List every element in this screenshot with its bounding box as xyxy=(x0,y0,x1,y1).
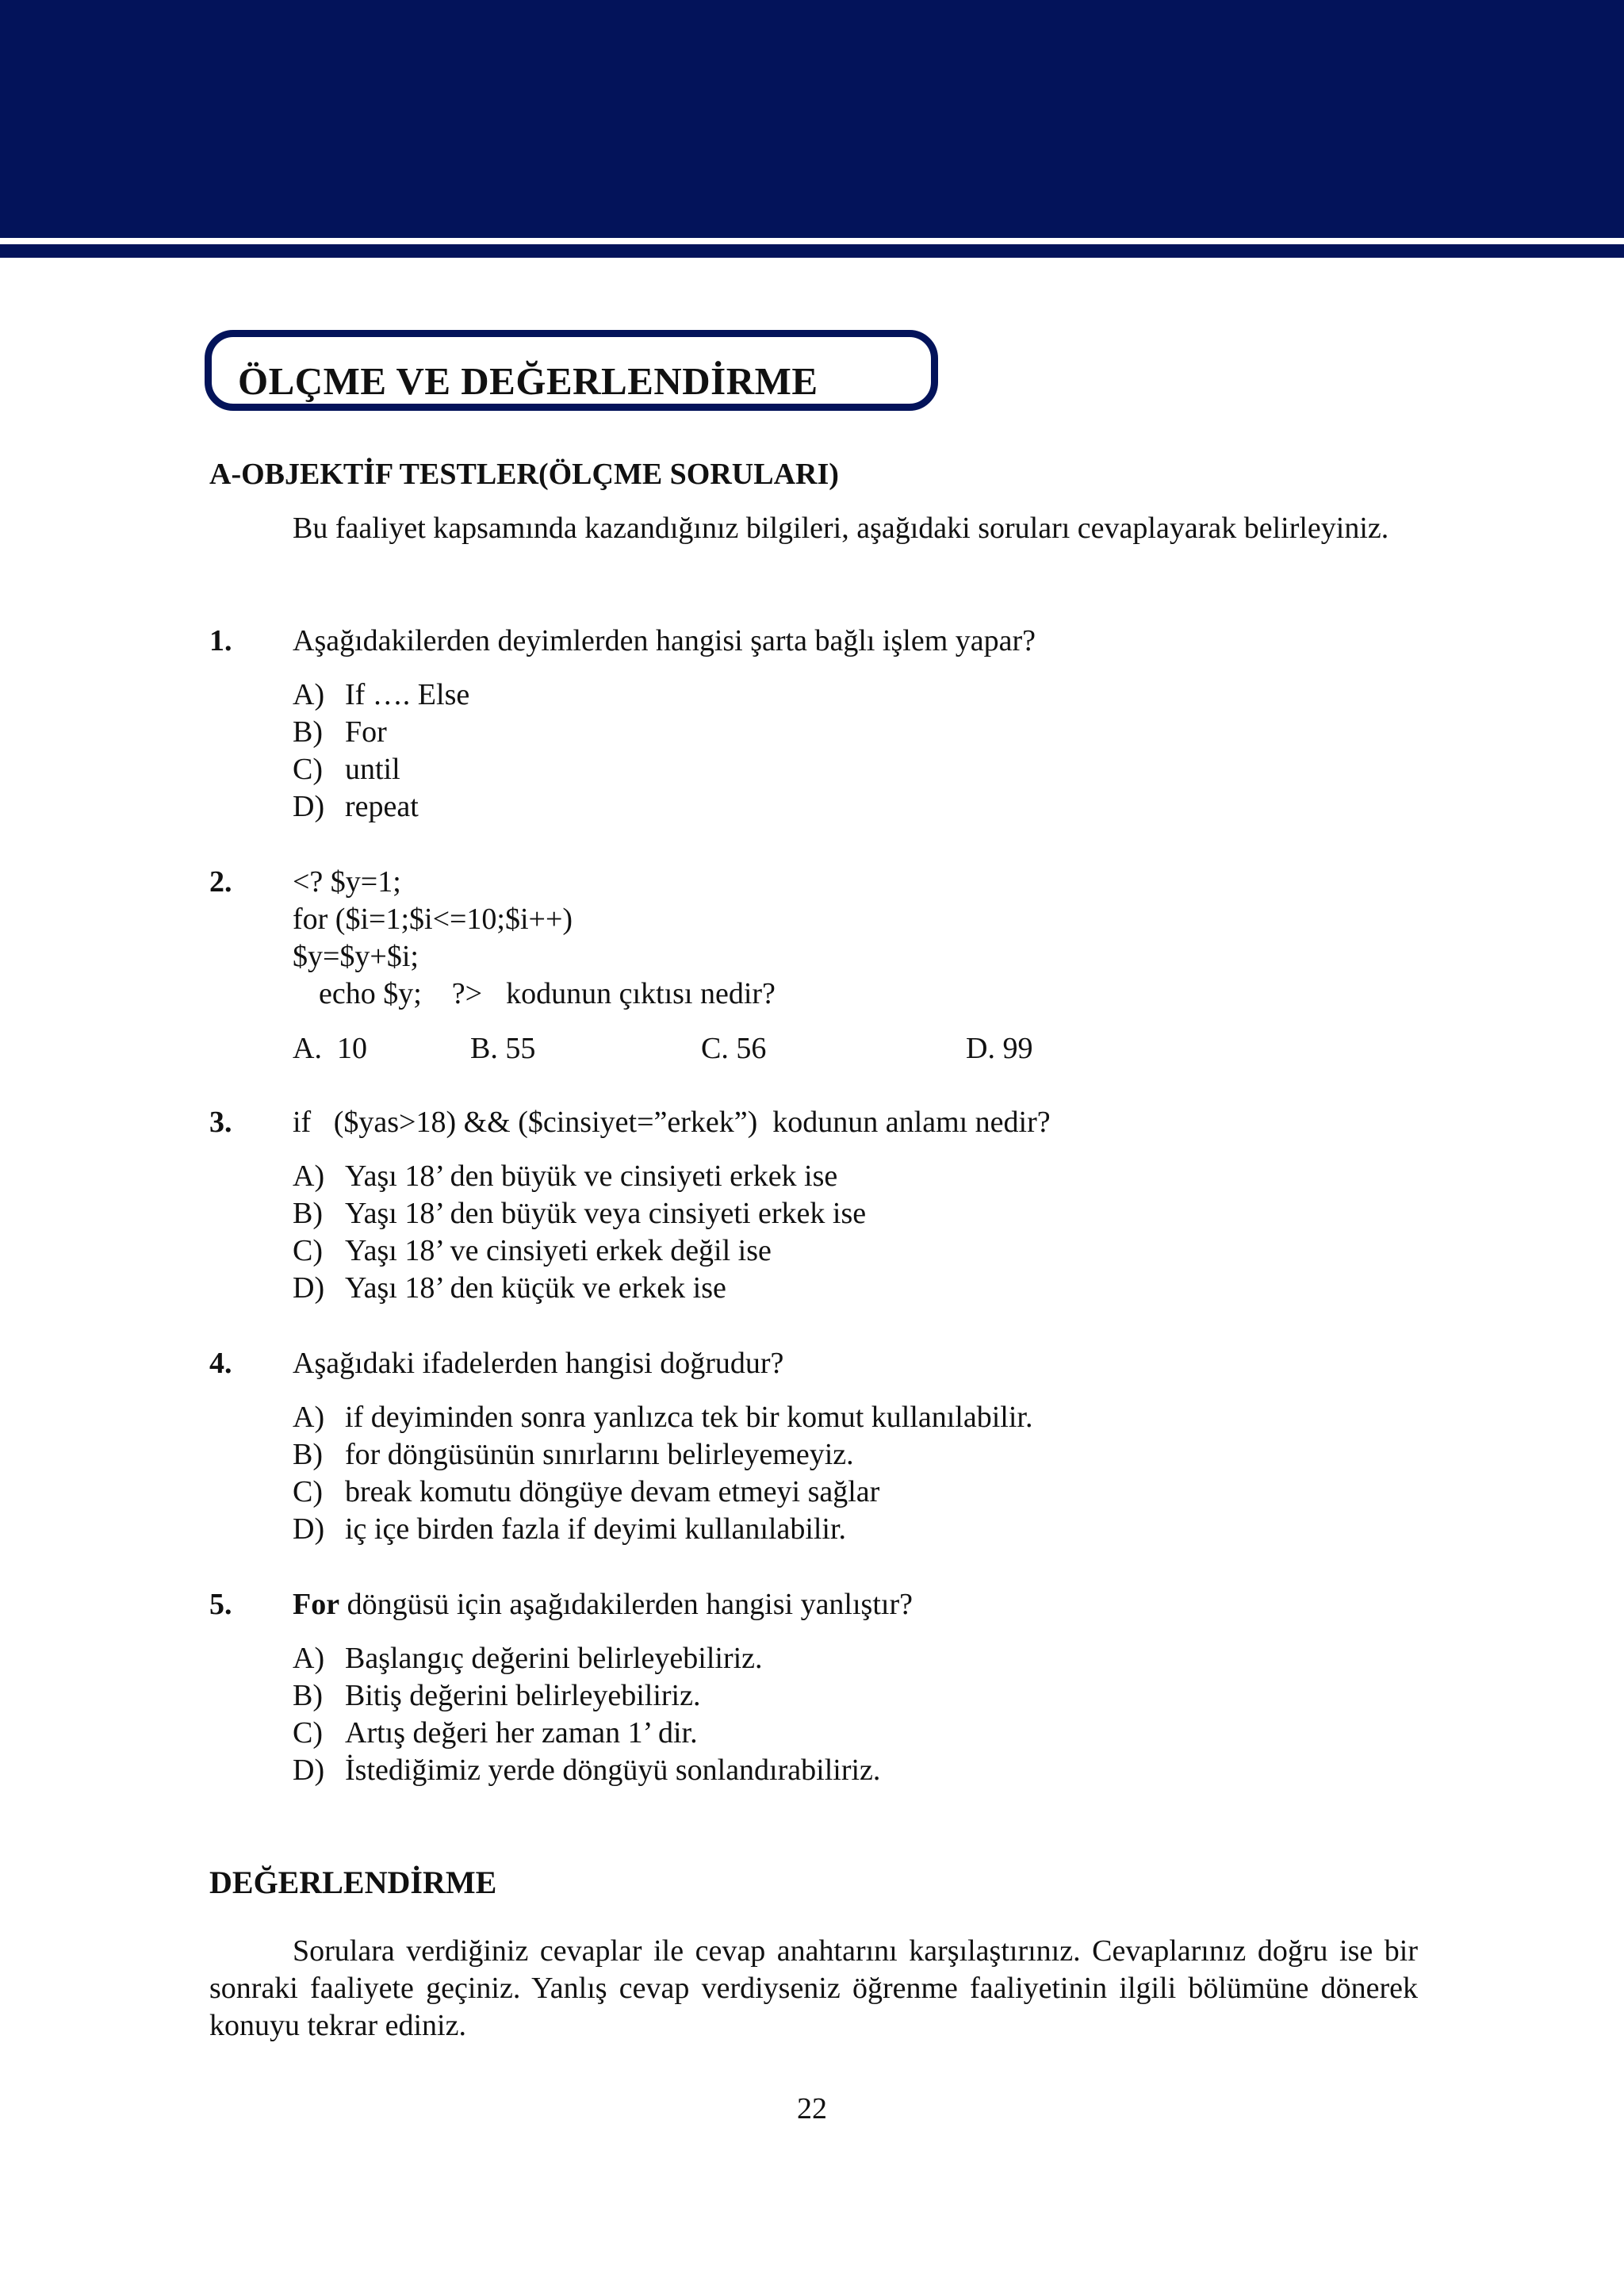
evaluation-text: Sorulara verdiğiniz cevaplar ile cevap anahtarını karşılaştırınız. Cevaplarınız doğru ise bir sonraki faaliyete geçiniz. Yanlış cevap verdiyseniz öğrenme faaliyetinin ilgili bölümüne dönerek konuyu tekrar ediniz. xyxy=(209,1934,1418,2042)
header-stripe xyxy=(0,244,1624,258)
option-2b: B. 55 xyxy=(470,1032,536,1065)
option-4b xyxy=(293,1436,1032,1474)
option-letter: B) xyxy=(293,1438,323,1471)
option-letter: B) xyxy=(293,715,323,749)
question-4-number: 4. xyxy=(209,1347,232,1380)
option-text: Yaşı 18’ den büyük veya cinsiyeti erkek ise xyxy=(345,1197,867,1230)
option-4d xyxy=(293,1511,1032,1548)
option-2a: A. 10 xyxy=(293,1032,367,1065)
option-letter: C) xyxy=(293,1234,323,1267)
option-4c xyxy=(293,1474,1032,1511)
question-5-text xyxy=(293,1586,913,1623)
question-5-number: 5. xyxy=(209,1588,232,1621)
option-text: iç içe birden fazla if deyimi kullanılabilir. xyxy=(345,1512,847,1546)
option-text: break komutu döngüye devam etmeyi sağlar xyxy=(345,1475,880,1508)
question-5-keyword: For xyxy=(293,1588,340,1621)
option-letter: A) xyxy=(293,678,325,711)
question-5-options xyxy=(293,1640,880,1789)
option-text: Yaşı 18’ den küçük ve erkek ise xyxy=(345,1271,726,1305)
option-5a xyxy=(293,1640,880,1677)
option-1d xyxy=(293,788,469,826)
option-5b xyxy=(293,1677,880,1715)
option-3c xyxy=(293,1232,866,1270)
option-letter: C) xyxy=(293,1475,323,1508)
option-letter: D) xyxy=(293,1271,325,1305)
option-letter: D) xyxy=(293,790,325,823)
option-3b xyxy=(293,1195,866,1232)
option-letter: B) xyxy=(293,1197,323,1230)
option-text: İstediğimiz yerde döngüyü sonlandırabiliriz. xyxy=(345,1753,881,1787)
option-text: For xyxy=(345,715,387,749)
header-gap xyxy=(0,238,1624,244)
code-line: for ($i=1;$i<=10;$i++) xyxy=(293,903,573,936)
option-text: Yaşı 18’ ve cinsiyeti erkek değil ise xyxy=(345,1234,772,1267)
code-line: $y=$y+$i; xyxy=(293,940,419,973)
option-letter: D) xyxy=(293,1753,325,1787)
option-letter: A) xyxy=(293,1642,325,1675)
option-text: Bitiş değerini belirleyebiliriz. xyxy=(345,1679,701,1712)
page-title: ÖLÇME VE DEĞERLENDİRME xyxy=(238,359,818,403)
question-3-text: if ($yas>18) && ($cinsiyet=”erkek”) kodunun anlamı nedir? xyxy=(293,1106,1051,1139)
option-text: if deyiminden sonra yanlızca tek bir komut kullanılabilir. xyxy=(345,1401,1033,1434)
option-2c: C. 56 xyxy=(701,1032,767,1065)
option-text: If …. Else xyxy=(345,678,470,711)
option-1b xyxy=(293,714,469,751)
option-letter: C) xyxy=(293,753,323,786)
question-1-number: 1. xyxy=(209,624,232,657)
option-5c xyxy=(293,1715,880,1752)
option-text: repeat xyxy=(345,790,419,823)
option-letter: A) xyxy=(293,1401,325,1434)
question-5-rest: döngüsü için aşağıdakilerden hangisi yanlıştır? xyxy=(339,1588,913,1621)
header-band xyxy=(0,0,1624,238)
option-letter: A) xyxy=(293,1159,325,1193)
option-3a xyxy=(293,1158,866,1195)
question-2-number: 2. xyxy=(209,865,232,899)
evaluation-paragraph xyxy=(209,1933,1418,2045)
evaluation-heading: DEĞERLENDİRME xyxy=(209,1865,497,1900)
question-3-number: 3. xyxy=(209,1106,232,1139)
question-2-code xyxy=(293,864,776,1013)
option-1c xyxy=(293,751,469,788)
option-text: until xyxy=(345,753,400,786)
question-3-options xyxy=(293,1158,866,1307)
page-number: 22 xyxy=(797,2092,827,2125)
option-2d: D. 99 xyxy=(966,1032,1033,1065)
option-3d xyxy=(293,1270,866,1307)
intro-paragraph xyxy=(209,510,1418,547)
option-text: for döngüsünün sınırlarını belirleyemeyiz. xyxy=(345,1438,854,1471)
question-4-text: Aşağıdaki ifadelerden hangisi doğrudur? xyxy=(293,1347,784,1380)
code-line-last xyxy=(293,975,776,1013)
option-4a xyxy=(293,1399,1032,1436)
option-text: Artış değeri her zaman 1’ dir. xyxy=(345,1716,698,1750)
question-4-options xyxy=(293,1399,1032,1548)
option-letter: C) xyxy=(293,1716,323,1750)
option-letter: B) xyxy=(293,1679,323,1712)
option-text: Başlangıç değerini belirleyebiliriz. xyxy=(345,1642,763,1675)
intro-text: Bu faaliyet kapsamında kazandığınız bilgileri, aşağıdaki soruları cevaplayarak belirleyiniz. xyxy=(293,512,1389,545)
question-1-text: Aşağıdakilerden deyimlerden hangisi şarta bağlı işlem yapar? xyxy=(293,624,1036,657)
code-line: <? $y=1; xyxy=(293,865,401,899)
question-1-options xyxy=(293,676,469,826)
code-echo: echo $y; ?> xyxy=(319,977,483,1010)
option-1a xyxy=(293,676,469,714)
option-5d xyxy=(293,1752,880,1789)
option-letter: D) xyxy=(293,1512,325,1546)
section-a-heading: A-OBJEKTİF TESTLER(ÖLÇME SORULARI) xyxy=(209,458,839,491)
option-text: Yaşı 18’ den büyük ve cinsiyeti erkek ise xyxy=(345,1159,838,1193)
question-2-text: kodunun çıktısı nedir? xyxy=(506,977,776,1010)
